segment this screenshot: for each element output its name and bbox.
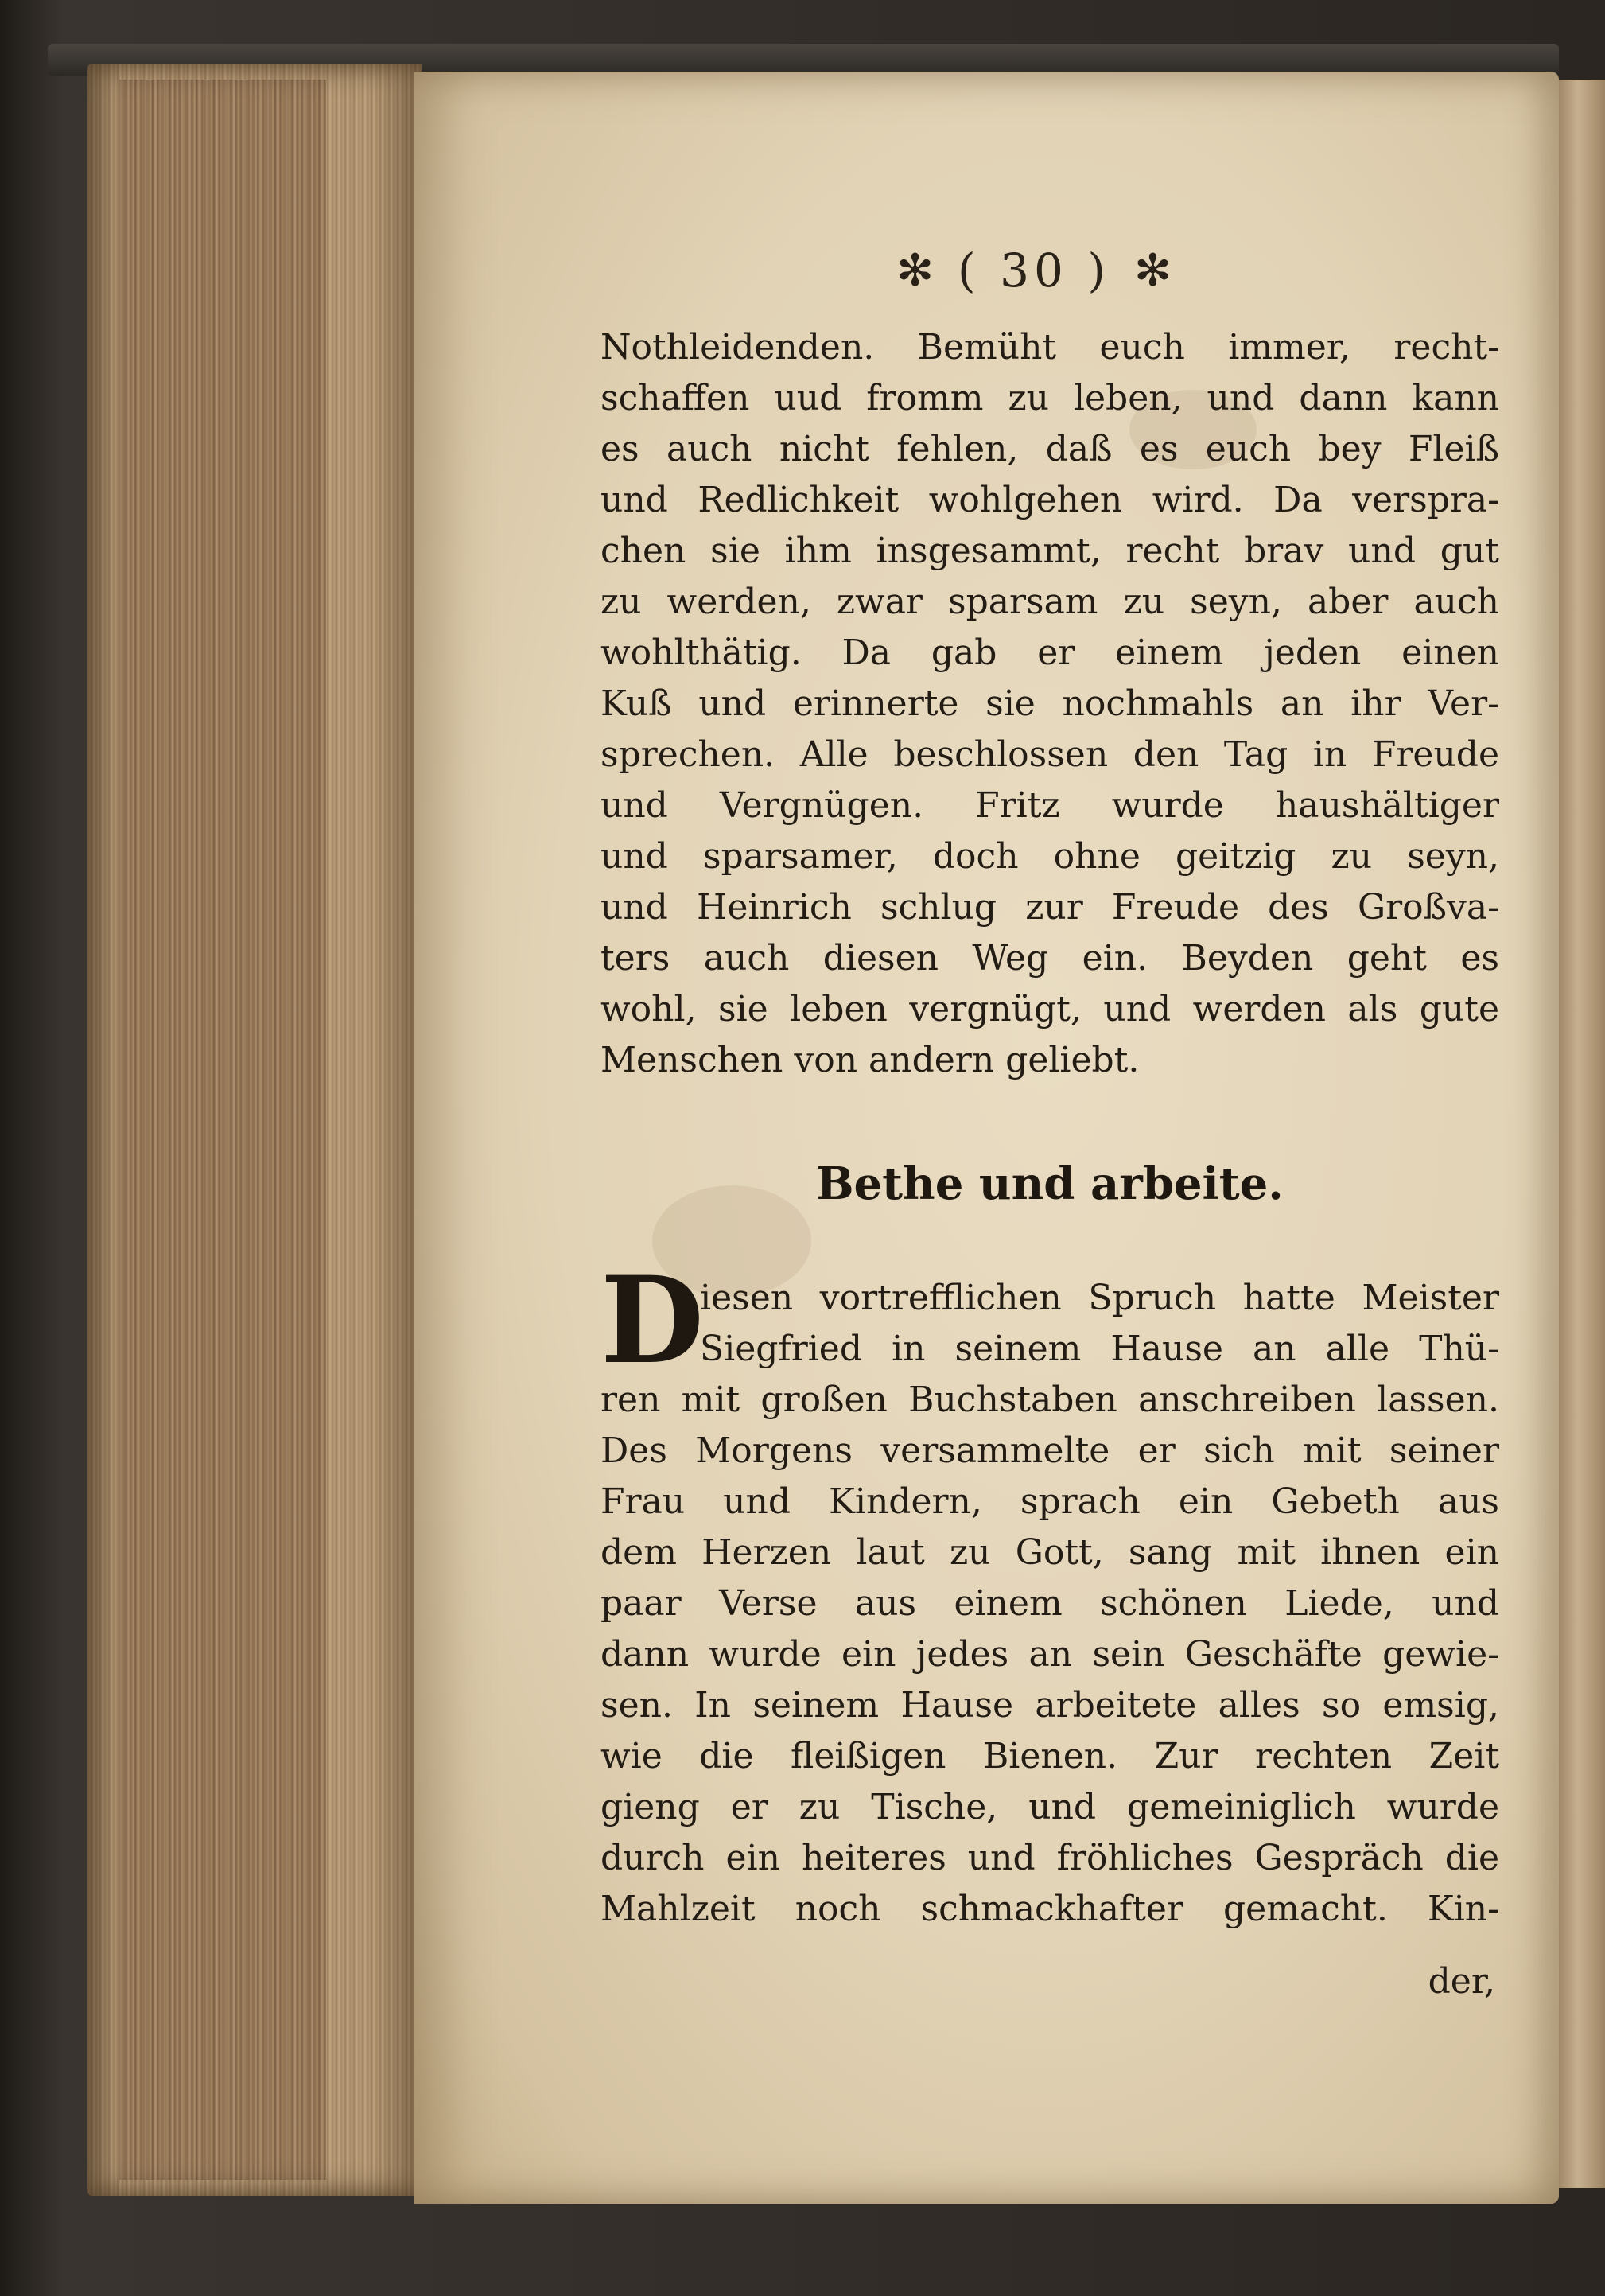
text-line: ren mit großen Buchstaben anschreiben lassen.	[600, 1380, 1499, 1420]
drop-cap: D	[600, 1251, 705, 1391]
text-line: und Vergnügen. Fritz wurde haushältiger	[600, 785, 1499, 826]
ornament-left-icon: ✻	[896, 244, 935, 297]
paragraph-1	[600, 322, 1499, 1086]
text-line: dann wurde ein jedes an sein Geschäfte gewie-	[600, 1634, 1499, 1675]
section-heading: Bethe und arbeite.	[816, 1158, 1284, 1210]
text-line: wohlthätig. Da gab er einem jeden einen	[600, 632, 1499, 673]
text-line: es auch nicht fehlen, daß es euch bey Fleiß	[600, 429, 1499, 469]
ornament-right-icon: ✻	[1133, 244, 1172, 297]
text-line: Siegfried in seinem Hause an alle Thü-	[700, 1329, 1499, 1369]
text-line: Kuß und erinnerte sie nochmahls an ihr Ver-	[600, 683, 1499, 724]
text-line: dem Herzen laut zu Gott, sang mit ihnen ein	[600, 1532, 1499, 1573]
text-line: gieng er zu Tische, und gemeiniglich wurde	[600, 1787, 1499, 1827]
text-line: und Redlichkeit wohlgehen wird. Da verspra-	[600, 480, 1499, 520]
text-line-last: Menschen von andern geliebt.	[600, 1040, 1140, 1080]
text-line: Des Morgens versammelte er sich mit seiner	[600, 1430, 1499, 1471]
text-line: Mahlzeit noch schmackhafter gemacht. Kin-	[600, 1889, 1499, 1929]
text-line: iesen vortrefflichen Spruch hatte Meister	[700, 1278, 1499, 1318]
page-number: ( 30 )	[958, 243, 1110, 298]
paragraph-2	[600, 1273, 1499, 1935]
text-line: und sparsamer, doch ohne geitzig zu seyn,	[600, 836, 1499, 877]
text-line: wie die fleißigen Bienen. Zur rechten Zeit	[600, 1736, 1499, 1776]
catchword: der,	[1428, 1961, 1495, 2002]
text-line: sen. In seinem Hause arbeitete alles so emsig,	[600, 1685, 1499, 1726]
facing-page-edge	[1551, 80, 1605, 2188]
page-edges-stain	[119, 80, 326, 2180]
text-line: durch ein heiteres und fröhliches Gespräch die	[600, 1838, 1499, 1878]
text-line: zu werden, zwar sparsam zu seyn, aber auch	[600, 582, 1499, 622]
text-line: schaffen uud fromm zu leben, und dann kann	[600, 378, 1499, 418]
text-line: und Heinrich schlug zur Freude des Großva-	[600, 887, 1499, 928]
text-line: sprechen. Alle beschlossen den Tag in Freude	[600, 734, 1499, 775]
text-line: paar Verse aus einem schönen Liede, und	[600, 1583, 1499, 1624]
text-line: wohl, sie leben vergnügt, und werden als gute	[600, 989, 1499, 1029]
text-line: chen sie ihm insgesammt, recht brav und gut	[600, 531, 1499, 571]
text-line: Frau und Kindern, sprach ein Gebeth aus	[600, 1481, 1499, 1522]
text-line: Nothleidenden. Bemüht euch immer, recht-	[600, 327, 1499, 368]
text-line: ters auch diesen Weg ein. Beyden geht es	[600, 938, 1499, 979]
page-header	[795, 239, 1273, 302]
